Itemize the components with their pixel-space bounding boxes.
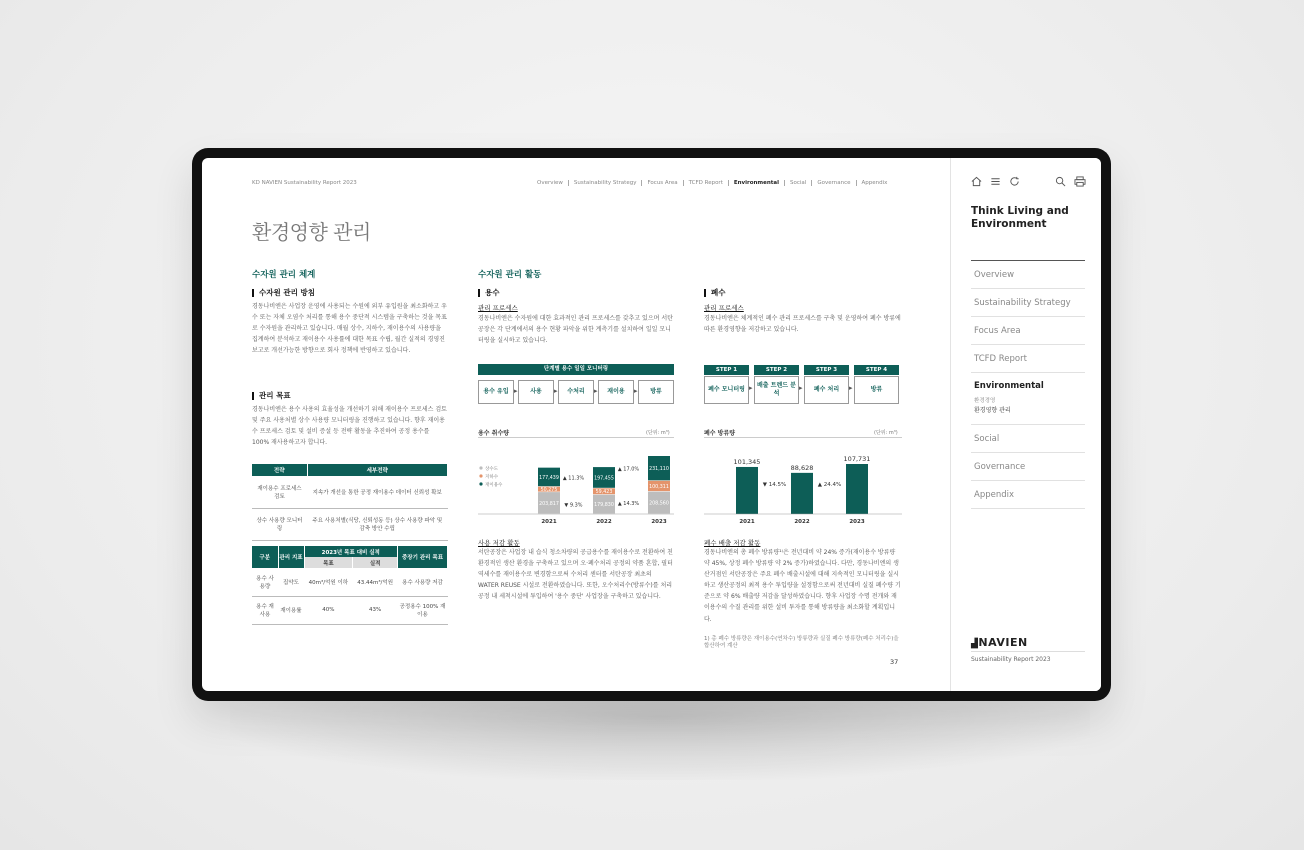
discharge-chart-unit: (단위: m³) (874, 430, 898, 436)
topnav-item[interactable]: Overview (537, 180, 563, 186)
flow-arrow-icon: ▸ (594, 387, 598, 395)
step-label: STEP 4 (854, 365, 899, 375)
wastewater-reduce-text: 경동나비엔의 총 폐수 방류량¹⁾은 전년대비 약 24% 증가(재이용수 방류량 약 45%, 상정 폐수 방류량 약 2% 증가)하였습니다. 다만, 경동나비엔의 생산거점인 서탄공장은 주요 폐수 배출시설에 대해 지속적인 모니터링을 실시하고 생산공정의 최적 용수 투입량을 설정함으로써 전년대비 실질 폐수량 기준으로 약 6% 배출량 저감을 달성하였습니다. 향후 사업장 수명 전개와 재이용수의 수질 관리를 위한 설비 투자를 통해 방류량을 최소화할 계획입니다. (704, 549, 901, 623)
middle-section-title: 수자원 관리 활동 (478, 270, 542, 280)
side-menu-item[interactable] (971, 425, 1085, 453)
side-menu-label: Overview (974, 269, 1015, 280)
step-box: 폐수 모니터링 (704, 376, 749, 404)
side-menu-label: Focus Area (974, 325, 1021, 336)
change-annotation: ▲ 24.4% (817, 482, 842, 488)
table-row (252, 568, 448, 596)
table-cell: 용수 사용량 (252, 568, 278, 596)
side-icons-left (971, 176, 1020, 190)
legend-dot (479, 466, 482, 469)
wastewater-process-title: 관리 프로세스 (704, 304, 744, 312)
table-header: 실적 (353, 557, 398, 568)
x-tick-label: 2022 (596, 519, 612, 525)
table-header: 세부전략 (307, 464, 448, 476)
flow-step: 방류 (638, 380, 674, 404)
table-cell: 40m³/억원 이하 (304, 568, 353, 596)
side-menu-item[interactable] (971, 289, 1085, 317)
flow-header: 단계별 용수 일일 모니터링 (478, 364, 674, 375)
x-tick-label: 2022 (794, 519, 810, 525)
data-label: 107,731 (843, 455, 871, 463)
table-cell: 주요 사용처별(식당, 신퇴성동 등) 상수 사용량 파악 및 감축 방안 수립 (307, 508, 448, 540)
table-cell: 40% (304, 596, 353, 624)
table-row (252, 508, 448, 540)
bar (846, 464, 868, 514)
wastewater-reduce-title: 폐수 배출 저감 활동 (704, 539, 761, 547)
topnav-item[interactable]: Focus Area (641, 180, 682, 186)
water-process-text: 경동나비엔은 수자원에 대한 효과적인 관리 프로세스를 갖추고 있으며 서탄공장은 각 단계에서의 용수 현황 파악을 위한 계측기를 설치하여 일일 모니터링을 실시하고 있습니다. (478, 315, 673, 345)
legend-label: 재이용수 (485, 483, 503, 488)
home-icon[interactable] (971, 176, 982, 190)
topnav-item[interactable]: Appendix (856, 180, 893, 186)
side-menu-label: Sustainability Strategy (974, 297, 1071, 308)
table-row (252, 476, 448, 508)
report-brand: KD NAVIEN Sustainability Report 2023 (252, 180, 357, 186)
table-cell: 용수 재사용 (252, 596, 278, 624)
table-cell: 용수 사용량 저감 (398, 568, 448, 596)
x-tick-label: 2023 (849, 519, 865, 525)
step-box: 배출 트렌드 분석 (754, 376, 799, 404)
legend-dot (479, 474, 482, 477)
report-screen (202, 158, 1101, 691)
side-menu-item[interactable] (971, 317, 1085, 345)
side-menu-item[interactable] (971, 481, 1085, 509)
data-label: 197,455 (594, 476, 614, 482)
side-panel (950, 158, 1101, 691)
device-shadow (230, 690, 1090, 780)
flow-step: 용수 유입 (478, 380, 514, 404)
side-submenu-category: 환경경영 (974, 398, 996, 404)
side-menu-item[interactable] (971, 345, 1085, 373)
data-label: 203,817 (539, 501, 559, 507)
side-menu-label: Governance (974, 461, 1026, 472)
data-label: 59,423 (595, 490, 613, 496)
page-title: 환경영향 관리 (252, 220, 371, 244)
table-cell: 재이용수 프로세스 검토 (252, 476, 307, 508)
legend-label: 상수도 (485, 467, 499, 472)
side-menu-item[interactable] (971, 453, 1085, 481)
target-table (252, 546, 448, 625)
divider (478, 437, 674, 438)
policy-text: 경동나비엔은 사업장 운영에 사용되는 수원에 외부 유입원을 최소화하고 우수 또는 자체 오염수 처리를 통해 용수 중단적 시스템을 구축하는 것을 목표로 수자원을 관리하고 있습니다. 매월 상수, 지하수, 재이용수의 사용량을 집계하여 분석하고 재이용수 사용률에 대한 목표 수립, 월간 실적의 경영진 보고로 개선가능한 방향으로 회사 정책에 반영하고 있습니다. (252, 303, 447, 355)
topnav-item[interactable]: Environmental (728, 180, 784, 186)
side-report-label: Sustainability Report 2023 (971, 656, 1051, 663)
table-header: 구분 (252, 546, 278, 568)
tablet-frame (192, 148, 1111, 701)
bar (736, 467, 758, 514)
x-tick-label: 2021 (541, 519, 557, 525)
step-label: STEP 3 (804, 365, 849, 375)
goal-text: 경동나비엔은 용수 사용의 효율성을 개선하기 위해 재이용수 프로세스 검토 및 주요 사용처별 상수 사용량 모니터링을 진행하고 있습니다. 향후 재이용수 프로세스 검토 및 설비 증설 등 전략 활동을 추진하여 공정 용수를 100% 재사용하고자 합니다. (252, 406, 447, 447)
reduce-text: 서탄공장은 사업장 내 습식 청소차량의 공급용수를 재이용수로 전환하여 친환경적인 생산 환경을 구축하고 있으며 오·폐수처리 공정의 약품 혼합, 필터 역세수를 재이용수로 변경함으로써 수처리 센터를 서탄공장 최초의 WATER REUSE 시설로 전환하였습니다. 또한, 오수처리수(방류수)를 처리 공정 내 세척시설에 투입하여 '용수 중단' 사업장을 구축하고 있습니다. (478, 549, 673, 601)
side-menu-item[interactable] (971, 261, 1085, 289)
step-arrow-icon: ▸ (749, 384, 753, 392)
step-label: STEP 1 (704, 365, 749, 375)
step-label: STEP 2 (754, 365, 799, 375)
flow-arrow-icon: ▸ (514, 387, 518, 395)
topnav-item[interactable]: Sustainability Strategy (568, 180, 642, 186)
data-label: 50,275 (540, 488, 558, 494)
data-label: 100,311 (649, 484, 669, 490)
strategy-table (252, 464, 448, 541)
x-tick-label: 2021 (739, 519, 755, 525)
step-box: 폐수 처리 (804, 376, 849, 404)
side-menu-item[interactable] (971, 373, 1085, 425)
divider (971, 651, 1085, 652)
side-menu-label: Appendix (974, 489, 1015, 500)
step-box: 방류 (854, 376, 899, 404)
side-title: Think Living and Environment (971, 205, 1069, 230)
navien-logo: ▟NAVIEN (971, 636, 1028, 649)
step-arrow-icon: ▸ (799, 384, 803, 392)
table-header: 목표 (304, 557, 353, 568)
bar (791, 473, 813, 514)
table-header: 관리 지표 (278, 546, 304, 568)
print-icon[interactable] (1074, 176, 1086, 190)
refresh-icon[interactable] (1009, 176, 1020, 190)
reduce-title: 사용 저감 활동 (478, 539, 520, 547)
table-header: 전략 (252, 464, 307, 476)
side-menu-label: TCFD Report (974, 353, 1027, 364)
table-cell: 상수 사용량 모니터링 (252, 508, 307, 540)
logo-mark-icon: ▟ (971, 639, 979, 649)
table-cell: 지속가 개선을 통한 공정 재이용수 데이터 신뢰성 확보 (307, 476, 448, 508)
intake-chart-unit: (단위: m³) (646, 430, 670, 436)
table-cell: 43.44m³/억원 (353, 568, 398, 596)
side-menu-label: Environmental (974, 381, 1044, 391)
flow-arrow-icon: ▸ (554, 387, 558, 395)
table-row (252, 596, 448, 624)
legend-dot (479, 482, 482, 485)
side-submenu-item[interactable]: 환경영향 관리 (974, 407, 1011, 414)
data-label: 231,110 (649, 467, 669, 473)
data-label: 177,439 (539, 475, 559, 481)
policy-title: 수자원 관리 방침 (252, 289, 315, 297)
flow-step: 수처리 (558, 380, 594, 404)
step-arrow-icon: ▸ (849, 384, 853, 392)
search-icon[interactable] (1055, 176, 1066, 190)
table-header: 중장기 관리 목표 (398, 546, 448, 568)
water-subtitle: 용수 (478, 289, 500, 297)
side-icons-right (1055, 176, 1086, 190)
table-cell: 43% (353, 596, 398, 624)
x-tick-label: 2023 (651, 519, 667, 525)
change-annotation: ▲ 14.3% (617, 500, 640, 507)
change-annotation: ▼ 9.3% (564, 502, 583, 509)
divider (704, 437, 902, 438)
table-cell: 공정용수 100% 재이용 (398, 596, 448, 624)
data-label: 179,830 (594, 503, 614, 509)
wastewater-discharge-chart (704, 440, 902, 530)
change-annotation: ▲ 17.0% (617, 466, 640, 473)
goal-title: 관리 목표 (252, 392, 291, 400)
wastewater-subtitle: 폐수 (704, 289, 726, 297)
water-process-title: 관리 프로세스 (478, 304, 518, 312)
topnav-item[interactable]: Governance (811, 180, 855, 186)
water-intake-chart (478, 440, 674, 530)
flow-arrow-icon: ▸ (634, 387, 638, 395)
flow-step: 사용 (518, 380, 554, 404)
top-navigation (532, 180, 892, 186)
left-section-title: 수자원 관리 체계 (252, 270, 316, 280)
flow-step: 재이용 (598, 380, 634, 404)
menu-icon[interactable] (990, 176, 1001, 190)
topnav-item[interactable]: TCFD Report (683, 180, 728, 186)
data-label: 101,345 (733, 457, 761, 466)
table-header: 2023년 목표 대비 실적 (304, 546, 398, 557)
change-annotation: ▼ 14.5% (762, 482, 787, 488)
table-cell: 재이용률 (278, 596, 304, 624)
side-menu-label: Social (974, 433, 1000, 444)
data-label: 208,560 (649, 501, 669, 507)
wastewater-process-text: 경동나비엔은 체계적인 폐수 관리 프로세스를 구축 및 운영하여 폐수 방류에 따른 환경영향을 저감하고 있습니다. (704, 315, 901, 334)
data-label: 88,628 (790, 463, 814, 472)
page-number: 37 (890, 658, 899, 666)
table-cell: 집약도 (278, 568, 304, 596)
discharge-chart-title: 폐수 방류량 (704, 430, 736, 437)
footnote: 1) 총 폐수 방류량은 재이용수(연차수) 방류량과 실질 폐수 방류량(폐수 처리수)을 합산하여 계산 (704, 636, 899, 649)
side-menu (971, 261, 1085, 509)
intake-chart-title: 용수 취수량 (478, 430, 510, 437)
topnav-item[interactable]: Social (784, 180, 811, 186)
change-annotation: ▲ 11.3% (562, 475, 585, 482)
legend-label: 지하수 (485, 475, 499, 480)
